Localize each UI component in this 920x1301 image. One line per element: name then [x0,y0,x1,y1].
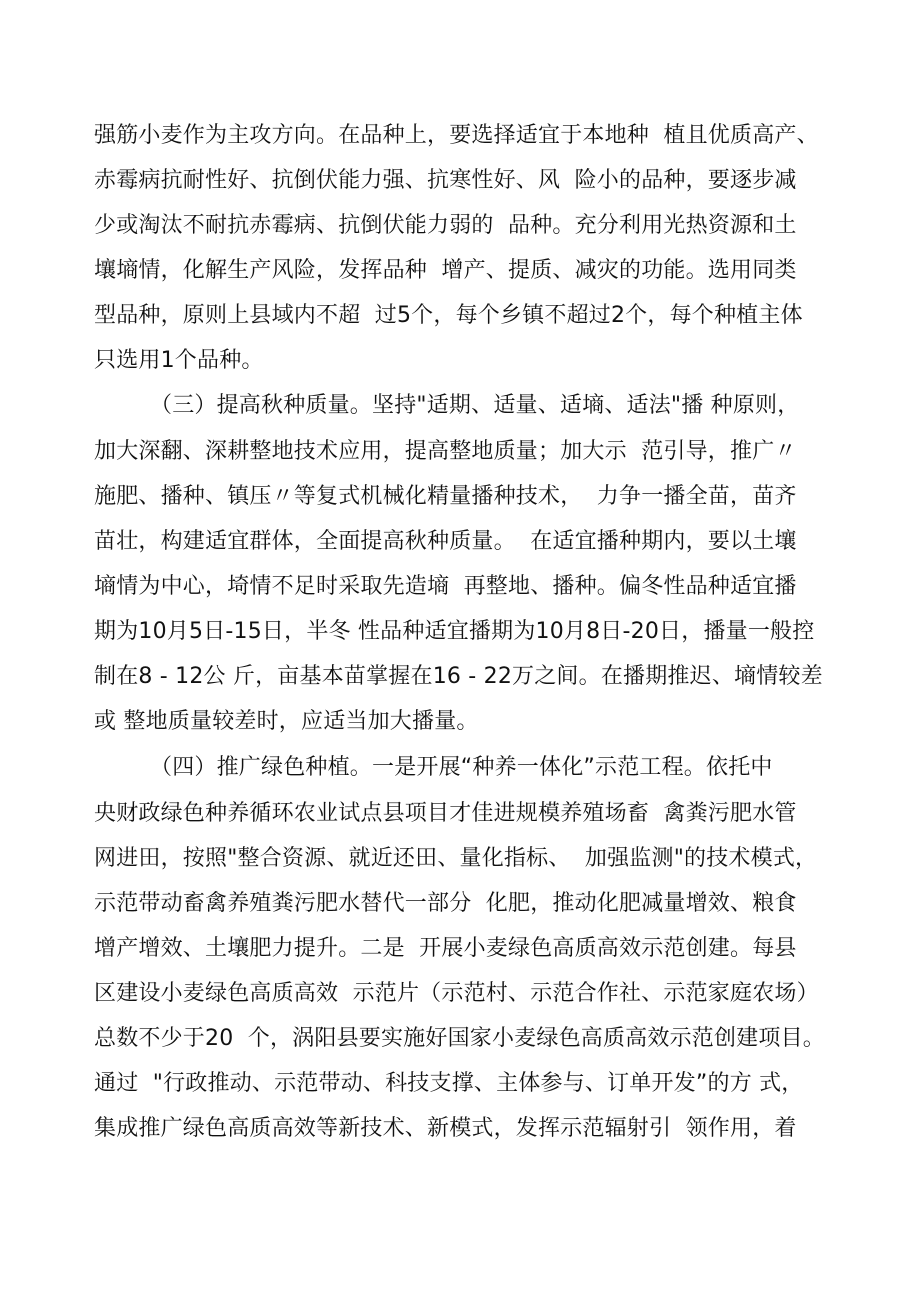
text-line: 或 整地质量较差时，应适当加大播量。 [94,709,479,734]
text-line: 只选用1个品种。 [94,348,264,373]
text-line: 区建设小麦绿色高质高效 示范片（示范村、示范合作社、示范家庭农场） [94,981,819,1006]
text-line: 总数不少于20 个，涡阳县要实施好国家小麦绿色高质高效示范创建项目。 [94,1026,825,1051]
text-line: 期为10月5日-15日，半冬 性品种适宜播期为10月8日-20日，播量一般控 [94,619,815,644]
text-line: （三）提高秋种质量。坚持"适期、适量、适墒、适法"播 种原则， [150,393,800,418]
text-line: 集成推广绿色高质高效等新技术、新模式，发挥示范辐射引 领作用，着 [94,1116,797,1141]
text-line: 施肥、播种、镇压〃等复式机械化精量播种技术， 力争一播全苗，苗齐 [94,484,797,509]
text-line: 制在8 - 12公 斤，亩基本苗掌握在16 - 22万之间。在播期推迟、墒情较差 [94,664,823,689]
text-line: 网进田，按照"整合资源、就近还田、量化指标、 加强监测"的技术模式， [94,846,818,871]
text-line: 苗壮，构建适宜群体，全面提高秋种质量。 在适宜播种期内，要以土壤 [94,529,797,554]
text-line: （四）推广绿色种植。一是开展“种养一体化”示范工程。依托中 [150,755,773,780]
text-line: 加大深翻、深耕整地技术应用，提高整地质量；加大示 范引导，推广〃 [94,439,797,464]
text-line: 型品种，原则上县域内不超 过5个，每个乡镇不超过2个，每个种植主体 [94,303,803,328]
text-line: 通过 "行政推动、示范带动、科技支撑、主体参与、订单开发”的方 式， [94,1071,804,1096]
text-line: 少或淘汰不耐抗赤霉病、抗倒伏能力弱的 品种。充分利用光热资源和土 [94,213,797,238]
text-line: 增产增效、土壤肥力提升。二是 开展小麦绿色高质高效示范创建。每县 [94,936,797,961]
text-line: 示范带动畜禽养殖粪污肥水替代一部分 化肥，推动化肥减量增效、粮食 [94,891,797,916]
text-line: 央财政绿色种养循环农业试点县项目才佳进规模养殖场畜 禽粪污肥水管 [94,801,797,826]
text-line: 壤墒情，化解生产风险，发挥品种 增产、提质、减灾的功能。选用同类 [94,258,797,283]
text-line: 赤霉病抗耐性好、抗倒伏能力强、抗寒性好、风 险小的品种，要逐步减 [94,168,797,193]
text-line: 墒情为中心，埼情不足时采取先造墒 再整地、播种。偏冬性品种适宜播 [94,574,797,599]
text-line: 强筋小麦作为主攻方向。在品种上，要选择适宜于本地种 植且优质高产、 [94,123,819,148]
